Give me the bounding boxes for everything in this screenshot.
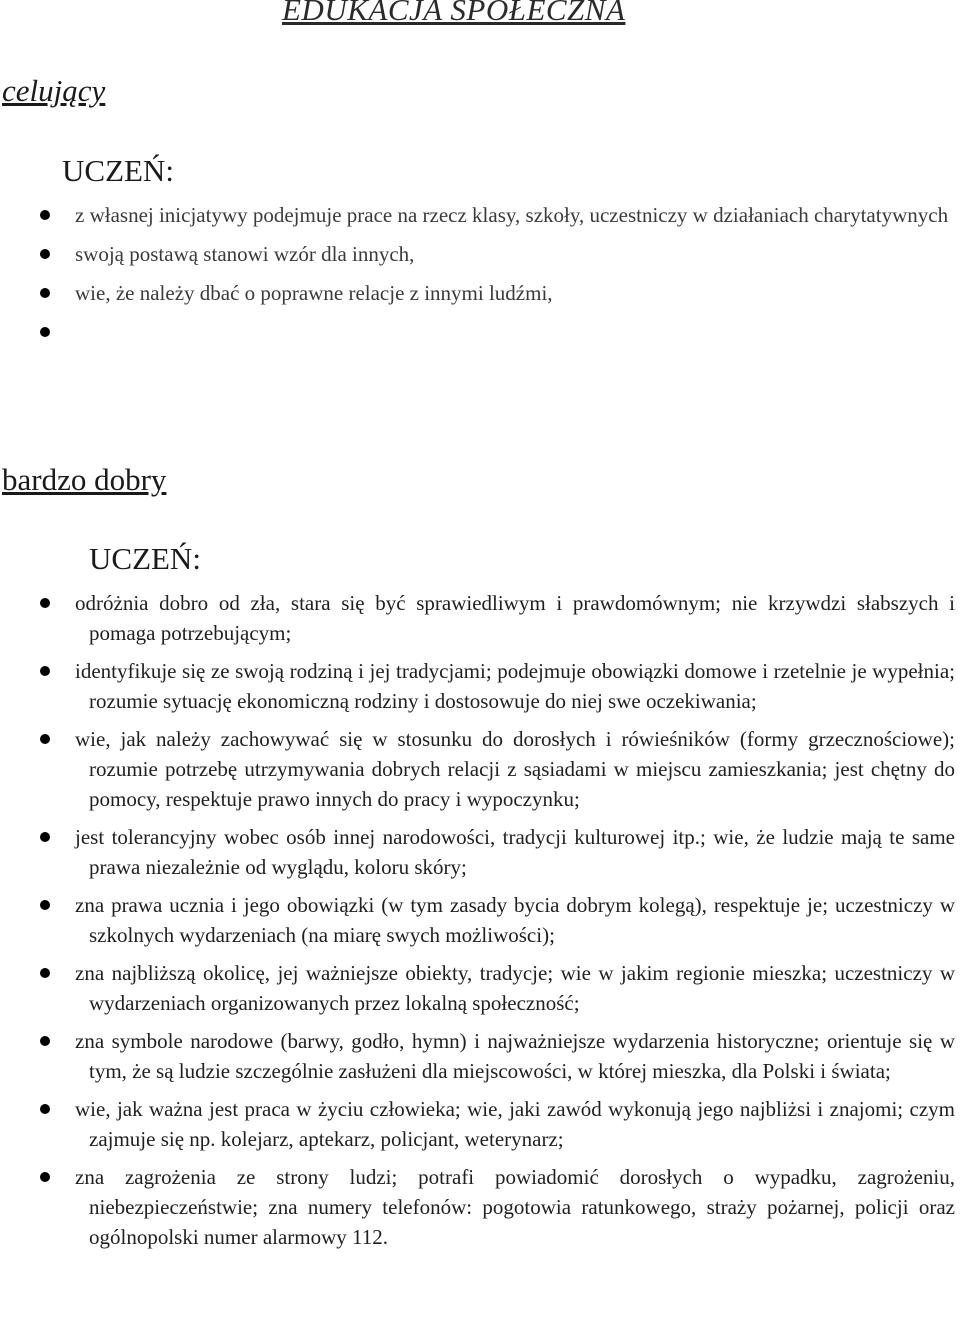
list-item: [0, 200, 960, 230]
bullet-icon: [40, 666, 50, 676]
bullet-icon: [40, 1172, 50, 1182]
list-item-text: zna najbliższą okolicę, jej ważniejsze obiekty, tradycje; wie w jakim regionie mieszka; uczestniczy w wydarzeniach organizowanych przez lokalną społeczność;: [75, 961, 955, 1015]
bullet-icon: [40, 900, 50, 910]
bullet-icon: [40, 249, 50, 259]
bullet-icon: [40, 1036, 50, 1046]
list-item: [0, 239, 960, 269]
list-item-text: wie, że należy dbać o poprawne relacje z innymi ludźmi,: [75, 281, 553, 305]
list-item-text: jest tolerancyjny wobec osób innej narodowości, tradycji kulturowej itp.; wie, że ludzie mają te same prawa niezależnie od wyglądu, koloru skóry;: [75, 825, 955, 879]
bullet-icon: [40, 598, 50, 608]
bullet-icon: [40, 288, 50, 298]
list-item: [0, 1026, 960, 1086]
list-item: [0, 822, 960, 882]
list-item: [0, 278, 960, 308]
celujacy-list: [0, 200, 960, 356]
bullet-icon: [40, 832, 50, 842]
grade-heading-bardzo-dobry: bardzo dobry: [2, 462, 167, 497]
bardzo-dobry-list: [0, 588, 960, 1260]
bullet-icon: [40, 327, 50, 337]
bullet-icon: [40, 210, 50, 220]
section-heading-uczen-1: UCZEŃ:: [62, 153, 174, 188]
list-item: [0, 317, 960, 347]
list-item: [0, 958, 960, 1018]
bullet-icon: [40, 968, 50, 978]
list-item: [0, 656, 960, 716]
list-item: [0, 890, 960, 950]
bullet-icon: [40, 1104, 50, 1114]
section-heading-uczen-2: UCZEŃ:: [89, 541, 201, 576]
list-item-text: zna prawa ucznia i jego obowiązki (w tym zasady bycia dobrym kolegą), respektuje je; uczestniczy w szkolnych wydarzeniach (na miarę swych możliwości);: [75, 893, 955, 947]
list-item: [0, 1094, 960, 1154]
bullet-icon: [40, 734, 50, 744]
list-item-text: zna symbole narodowe (barwy, godło, hymn) i najważniejsze wydarzenia historyczne; orientuje się w tym, że są ludzie szczególnie zasłużeni dla miejscowości, w której mieszka, dla Polski i świata;: [75, 1029, 955, 1083]
list-item-text: wie, jak należy zachowywać się w stosunku do dorosłych i rówieśników (formy grzecznościowe); rozumie potrzebę utrzymywania dobrych relacji z sąsiadami w miejscu zamieszkania; jest chętny do pomocy, respektuje prawo innych do pracy i wypoczynku;: [75, 727, 955, 811]
list-item-text: swoją postawą stanowi wzór dla innych,: [75, 242, 415, 266]
list-item-text: z własnej inicjatywy podejmuje prace na rzecz klasy, szkoły, uczestniczy w działaniach charytatywnych: [75, 203, 949, 227]
list-item: [0, 588, 960, 648]
list-item-text: odróżnia dobro od zła, stara się być sprawiedliwym i prawdomównym; nie krzywdzi słabszych i pomaga potrzebującym;: [75, 591, 955, 645]
list-item: [0, 724, 960, 814]
list-item: [0, 1162, 960, 1252]
grade-heading-celujacy: celujący: [2, 73, 106, 108]
list-item-text: wie, jak ważna jest praca w życiu człowieka; wie, jaki zawód wykonują jego najbliżsi i znajomi; czym zajmuje się np. kolejarz, aptekarz, policjant, weterynarz;: [75, 1097, 955, 1151]
document-title: EDUKACJA SPOŁECZNA: [282, 0, 626, 27]
list-item-text: zna zagrożenia ze strony ludzi; potrafi powiadomić dorosłych o wypadku, zagrożeniu, niebezpieczeństwie; zna numery telefonów: pogotowia ratunkowego, straży pożarnej, policji oraz ogólnopolski numer alarmowy 112.: [75, 1165, 955, 1249]
list-item-text: identyfikuje się ze swoją rodziną i jej tradycjami; podejmuje obowiązki domowe i rzetelnie je wypełnia; rozumie sytuację ekonomiczną rodziny i dostosowuje do niej swe oczekiwania;: [75, 659, 955, 713]
